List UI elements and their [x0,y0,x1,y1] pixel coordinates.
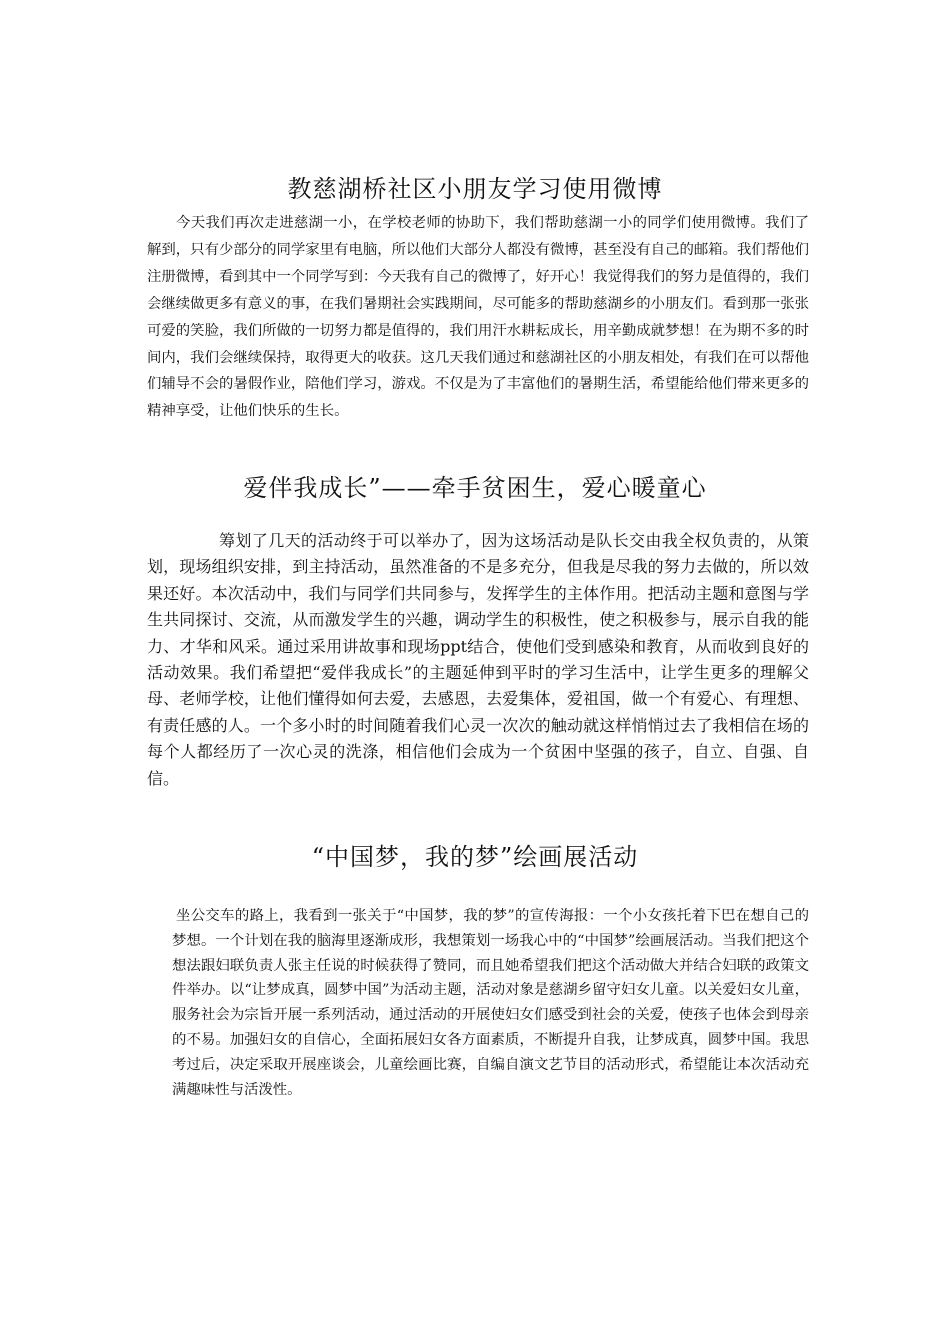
section-body-china-dream: 坐公交车的路上，我看到一张关于“中国梦，我的梦”的宣传海报：一个小女孩托着下巴在想自己的梦想。一个计划在我的脑海里逐渐成形，我想策划一场我心中的“中国梦”绘画展活动。当我们把这个想法跟妇联负责人张主任说的时候获得了赞同，而且她希望我们把这个活动做大并结合妇联的政策文件举办。以“让梦成真，圆梦中国”为活动主题，活动对象是慈湖乡留守妇女儿童。以关爱妇女儿童，服务社会为宗旨开展一系列活动，通过活动的开展使妇女们感受到社会的关爱，使孩子也体会到母亲的不易。加强妇女的自信心，全面拓展妇女各方面素质，不断提升自我，让梦成真，圆梦中国。我思考过后，决定采取开展座谈会，儿童绘画比赛，自编自演文艺节目的活动形式，希望能让本次活动充满趣味性与活泼性。 [172,908,809,1098]
section-title-china-dream: “中国梦，我的梦”绘画展活动 [311,843,639,871]
section-title-love-growth: 爱伴我成长”——牵手贫困生，爱心暖童心 [243,474,707,502]
section-title-weibo: 教慈湖桥社区小朋友学习使用微博 [287,175,663,203]
section-body-weibo: 今天我们再次走进慈湖一小，在学校老师的协助下，我们帮助慈湖一小的同学们使用微博。我们了解到，只有少部分的同学家里有电脑，所以他们大部分人都没有微博，甚至没有自己的邮箱。我们帮他们注册微博，看到其中一个同学写到：今天我有自己的微博了，好开心！我觉得我们的努力是值得的，我们会继续做更多有意义的事，在我们暑期社会实践期间，尽可能多的帮助慈湖乡的小朋友们。看到那一张张可爱的笑脸，我们所做的一切努力都是值得的，我们用汗水耕耘成长，用辛勤成就梦想！在为期不多的时间内，我们会继续保持，取得更大的收获。这几天我们通过和慈湖社区的小朋友相处，有我们在可以帮他们辅导不会的暑假作业，陪他们学习，游戏。不仅是为了丰富他们的暑期生活，希望能给他们带来更多的精神享受，让他们快乐的生长。 [147,215,809,420]
section-body-love-growth: 筹划了几天的活动终于可以举办了，因为这场活动是队长交由我全权负责的，从策划，现场组织安排，到主持活动，虽然准备的不是多充分，但我是尽我的努力去做的，所以效果还好。本次活动中，我们与同学们共同参与，发挥学生的主体作用。把活动主题和意图与学生共同探讨、交流，从而激发学生的兴趣，调动学生的积极性，使之积极参与，展示自我的能力、才华和风采。通过采用讲故事和现场ppt结合，使他们受到感染和教育，从而收到良好的活动效果。我们希望把“爱伴我成长”的主题延伸到平时的学习生活中，让学生更多的理解父母、老师学校，让他们懂得如何去爱，去感恩，去爱集体，爱祖国，做一个有爱心、有理想、有责任感的人。一个多小时的时间随着我们心灵一次次的触动就这样悄悄过去了我相信在场的每个人都经历了一次心灵的洗涤，相信他们会成为一个贫困中坚强的孩子，自立、自强、自信。 [147,531,809,788]
